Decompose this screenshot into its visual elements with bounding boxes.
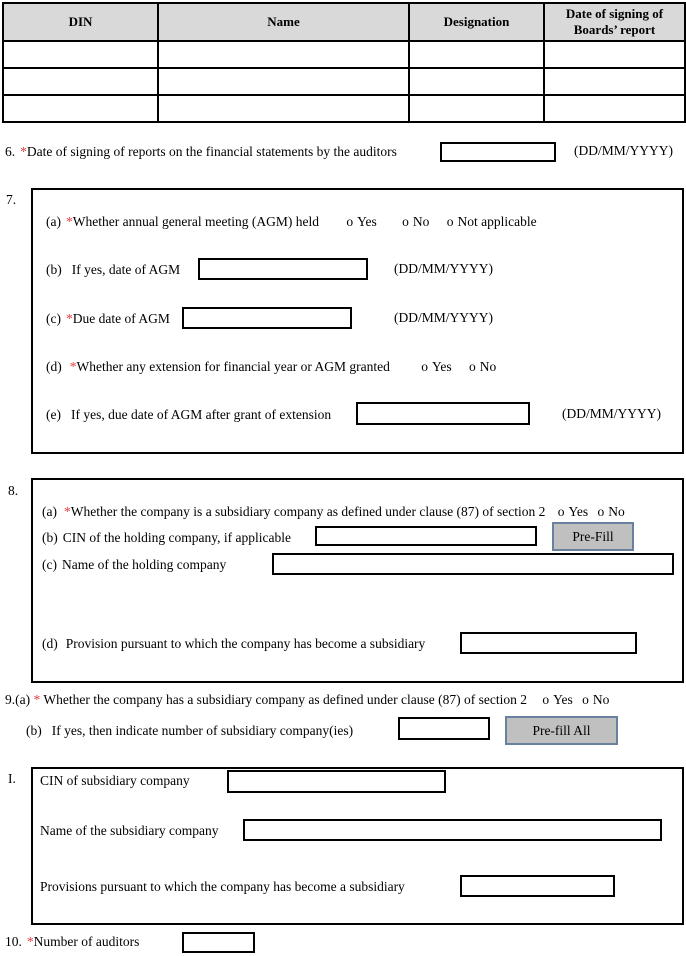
col-header-din: DIN bbox=[3, 3, 158, 41]
item-number: 6. bbox=[5, 144, 16, 159]
item-number: (c) bbox=[46, 311, 61, 326]
item-number: (a) bbox=[46, 214, 61, 229]
subsidiary-provisions-input[interactable] bbox=[460, 875, 615, 897]
holding-company-cin-input[interactable] bbox=[315, 526, 537, 546]
cell-din[interactable] bbox=[3, 95, 158, 122]
signatories-table bbox=[2, 2, 686, 123]
radio-label: No bbox=[479, 359, 497, 374]
radio-option-agm-yes[interactable] bbox=[346, 214, 376, 229]
cell-name[interactable] bbox=[158, 95, 409, 122]
item10-text: Number of auditors bbox=[33, 934, 140, 949]
required-marker: * bbox=[65, 311, 73, 326]
section8c-text: Name of the holding company bbox=[61, 557, 227, 572]
table-header-row bbox=[3, 3, 685, 41]
radio-icon: o bbox=[469, 359, 476, 374]
item-number: (e) bbox=[46, 407, 61, 422]
table-row bbox=[3, 41, 685, 68]
pre-fill-all-button[interactable]: Pre-fill All bbox=[505, 716, 618, 745]
cell-signing-date[interactable] bbox=[544, 95, 685, 122]
col-header-designation: Designation bbox=[409, 3, 544, 41]
section8a-text: Whether the company is a subsidiary company as defined under clause (87) of section 2 bbox=[70, 504, 546, 519]
subsidiary-cin-input[interactable] bbox=[227, 770, 446, 793]
section7a-text: Whether annual general meeting (AGM) held bbox=[72, 214, 320, 229]
cell-signing-date[interactable] bbox=[544, 41, 685, 68]
date-format-hint: (DD/MM/YYYY) bbox=[562, 406, 661, 421]
radio-option-is-subsidiary-yes[interactable] bbox=[558, 504, 588, 519]
cell-din[interactable] bbox=[3, 68, 158, 95]
radio-icon: o bbox=[446, 214, 454, 229]
radio-label: No bbox=[412, 214, 430, 229]
section7b-row bbox=[46, 261, 180, 278]
item9a-row bbox=[5, 691, 609, 708]
required-marker: * bbox=[26, 934, 34, 949]
radio-label: No bbox=[592, 692, 610, 707]
item-number: 9.(a) bbox=[5, 692, 31, 707]
radio-icon: o bbox=[597, 504, 605, 519]
radio-icon: o bbox=[582, 692, 589, 707]
radio-icon: o bbox=[346, 214, 354, 229]
cell-name[interactable] bbox=[158, 41, 409, 68]
radio-option-extension-yes[interactable] bbox=[421, 359, 451, 374]
table-row bbox=[3, 95, 685, 122]
holding-provision-input[interactable] bbox=[460, 632, 637, 654]
section7c-row bbox=[46, 310, 170, 327]
cell-din[interactable] bbox=[3, 41, 158, 68]
required-marker: * bbox=[33, 692, 41, 707]
section7d-row bbox=[46, 358, 496, 375]
radio-label: No bbox=[608, 504, 625, 519]
cell-signing-date[interactable] bbox=[544, 68, 685, 95]
col-header-name: Name bbox=[158, 3, 409, 41]
required-marker: * bbox=[20, 144, 27, 159]
subsidiary-name-input[interactable] bbox=[243, 819, 662, 841]
section8d-text: Provision pursuant to which the company has become a subsidiary bbox=[65, 636, 426, 651]
radio-label: Yes bbox=[357, 214, 377, 229]
section8c-row bbox=[42, 556, 226, 573]
table-row bbox=[3, 68, 685, 95]
item-number: (b) bbox=[42, 530, 58, 545]
section7e-text: If yes, due date of AGM after grant of extension bbox=[70, 407, 332, 422]
radio-option-agm-not-applicable[interactable] bbox=[447, 214, 537, 229]
radio-option-has-subsidiary-yes[interactable] bbox=[542, 692, 572, 707]
item-number: (d) bbox=[42, 636, 58, 651]
radio-label: Yes bbox=[568, 504, 589, 519]
item-number: (c) bbox=[42, 557, 57, 572]
item9a-text: Whether the company has a subsidiary company as defined under clause (87) of section 2 bbox=[43, 692, 527, 707]
item9b-text: If yes, then indicate number of subsidiary company(ies) bbox=[51, 723, 354, 738]
required-marker: * bbox=[69, 359, 77, 374]
section8d-row bbox=[42, 635, 425, 652]
cell-designation[interactable] bbox=[409, 68, 544, 95]
date-format-hint: (DD/MM/YYYY) bbox=[574, 143, 673, 158]
cell-name[interactable] bbox=[158, 68, 409, 95]
date-format-hint: (DD/MM/YYYY) bbox=[394, 310, 493, 325]
radio-icon: o bbox=[402, 214, 409, 229]
item-number: (b) bbox=[46, 262, 62, 277]
radio-label: Not applicable bbox=[457, 214, 537, 229]
radio-icon: o bbox=[542, 692, 550, 707]
section8b-row bbox=[42, 529, 291, 546]
section7b-text: If yes, date of AGM bbox=[71, 262, 181, 277]
cell-designation[interactable] bbox=[409, 41, 544, 68]
radio-option-extension-no[interactable] bbox=[469, 359, 496, 374]
cell-designation[interactable] bbox=[409, 95, 544, 122]
auditor-report-date-input[interactable] bbox=[440, 142, 556, 162]
date-format-hint: (DD/MM/YYYY) bbox=[394, 261, 493, 276]
radio-label: Yes bbox=[432, 359, 452, 374]
item-number: (b) bbox=[26, 723, 42, 738]
auditor-count-input[interactable] bbox=[182, 932, 255, 953]
radio-option-agm-no[interactable] bbox=[402, 214, 429, 229]
item-number: (a) bbox=[42, 504, 57, 519]
item-number: 10. bbox=[5, 934, 22, 949]
required-marker: * bbox=[63, 504, 71, 519]
item-number: (d) bbox=[46, 359, 62, 374]
section7e-row bbox=[46, 406, 331, 423]
section7d-text: Whether any extension for financial year or AGM granted bbox=[76, 359, 390, 374]
required-marker: * bbox=[65, 214, 73, 229]
item6-label bbox=[5, 143, 397, 160]
section8b-text: CIN of the holding company, if applicable bbox=[62, 530, 291, 545]
radio-option-has-subsidiary-no[interactable] bbox=[582, 692, 609, 707]
subsidiary-name-label: Name of the subsidiary company bbox=[40, 823, 219, 838]
item9b-row bbox=[26, 722, 353, 739]
pre-fill-button[interactable]: Pre-Fill bbox=[552, 522, 634, 551]
agm-date-input[interactable] bbox=[198, 258, 368, 280]
col-header-signing-date: Date of signing of Boards’ report bbox=[544, 3, 685, 41]
radio-icon: o bbox=[421, 359, 429, 374]
subsidiary-block-number: I. bbox=[8, 771, 16, 786]
subsidiary-cin-label: CIN of subsidiary company bbox=[40, 773, 190, 788]
item10-label bbox=[5, 933, 139, 950]
subsidiary-count-input[interactable] bbox=[398, 717, 490, 740]
subsidiary-provisions-label: Provisions pursuant to which the company has become a subsidiary bbox=[40, 879, 405, 894]
agm-extended-due-date-input[interactable] bbox=[356, 402, 530, 425]
section7a-row bbox=[46, 213, 537, 230]
section7c-text: Due date of AGM bbox=[72, 311, 170, 326]
radio-option-is-subsidiary-no[interactable] bbox=[598, 504, 625, 519]
item6-text: Date of signing of reports on the financial statements by the auditors bbox=[26, 144, 397, 159]
radio-label: Yes bbox=[553, 692, 573, 707]
agm-due-date-input[interactable] bbox=[182, 307, 352, 329]
radio-icon: o bbox=[557, 504, 565, 519]
section8-number: 8. bbox=[8, 483, 19, 498]
holding-company-name-input[interactable] bbox=[272, 553, 674, 575]
section8a-row bbox=[42, 503, 625, 520]
section7-number: 7. bbox=[6, 192, 17, 207]
